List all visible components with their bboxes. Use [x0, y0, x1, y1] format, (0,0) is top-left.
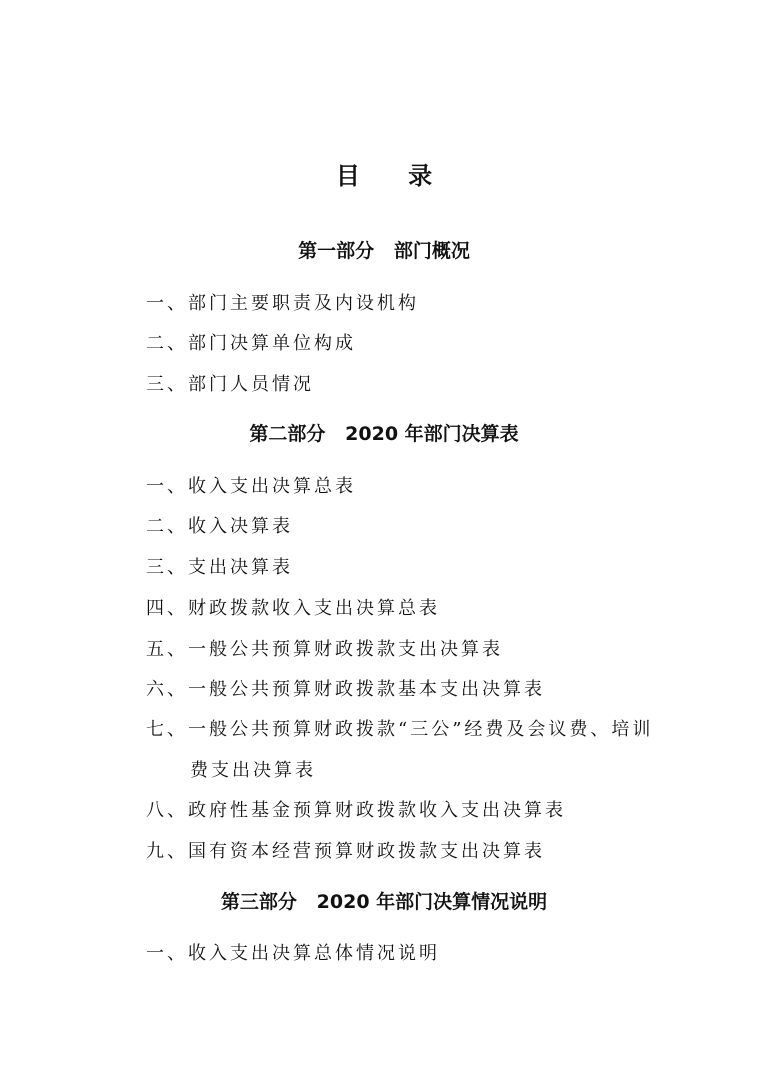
toc-item: 六、一般公共预算财政拨款基本支出决算表 — [146, 679, 545, 700]
section-heading-part3: 第三部分 2020 年部门决算情况说明 — [220, 891, 548, 913]
toc-item: 四、财政拨款收入支出决算总表 — [146, 598, 440, 619]
section-heading-part2: 第二部分 2020 年部门决算表 — [249, 423, 519, 445]
toc-item: 三、支出决算表 — [146, 557, 293, 578]
toc-item: 八、政府性基金预算财政拨款收入支出决算表 — [146, 800, 566, 821]
toc-item: 五、一般公共预算财政拨款支出决算表 — [146, 639, 503, 660]
page-title: 目 录 — [335, 161, 453, 190]
section-heading-part1: 第一部分 部门概况 — [298, 240, 470, 262]
toc-item: 一、收入支出决算总表 — [146, 476, 356, 497]
toc-item-continuation: 费支出决算表 — [190, 760, 316, 781]
toc-item: 三、部门人员情况 — [146, 374, 314, 395]
toc-item: 二、部门决算单位构成 — [146, 333, 356, 354]
toc-item: 一、部门主要职责及内设机构 — [146, 293, 419, 314]
toc-item: 九、国有资本经营预算财政拨款支出决算表 — [146, 841, 545, 862]
toc-item: 二、收入决算表 — [146, 516, 293, 537]
toc-item: 一、收入支出决算总体情况说明 — [146, 943, 440, 964]
toc-item: 七、一般公共预算财政拨款“三公”经费及会议费、培训 — [146, 719, 654, 740]
